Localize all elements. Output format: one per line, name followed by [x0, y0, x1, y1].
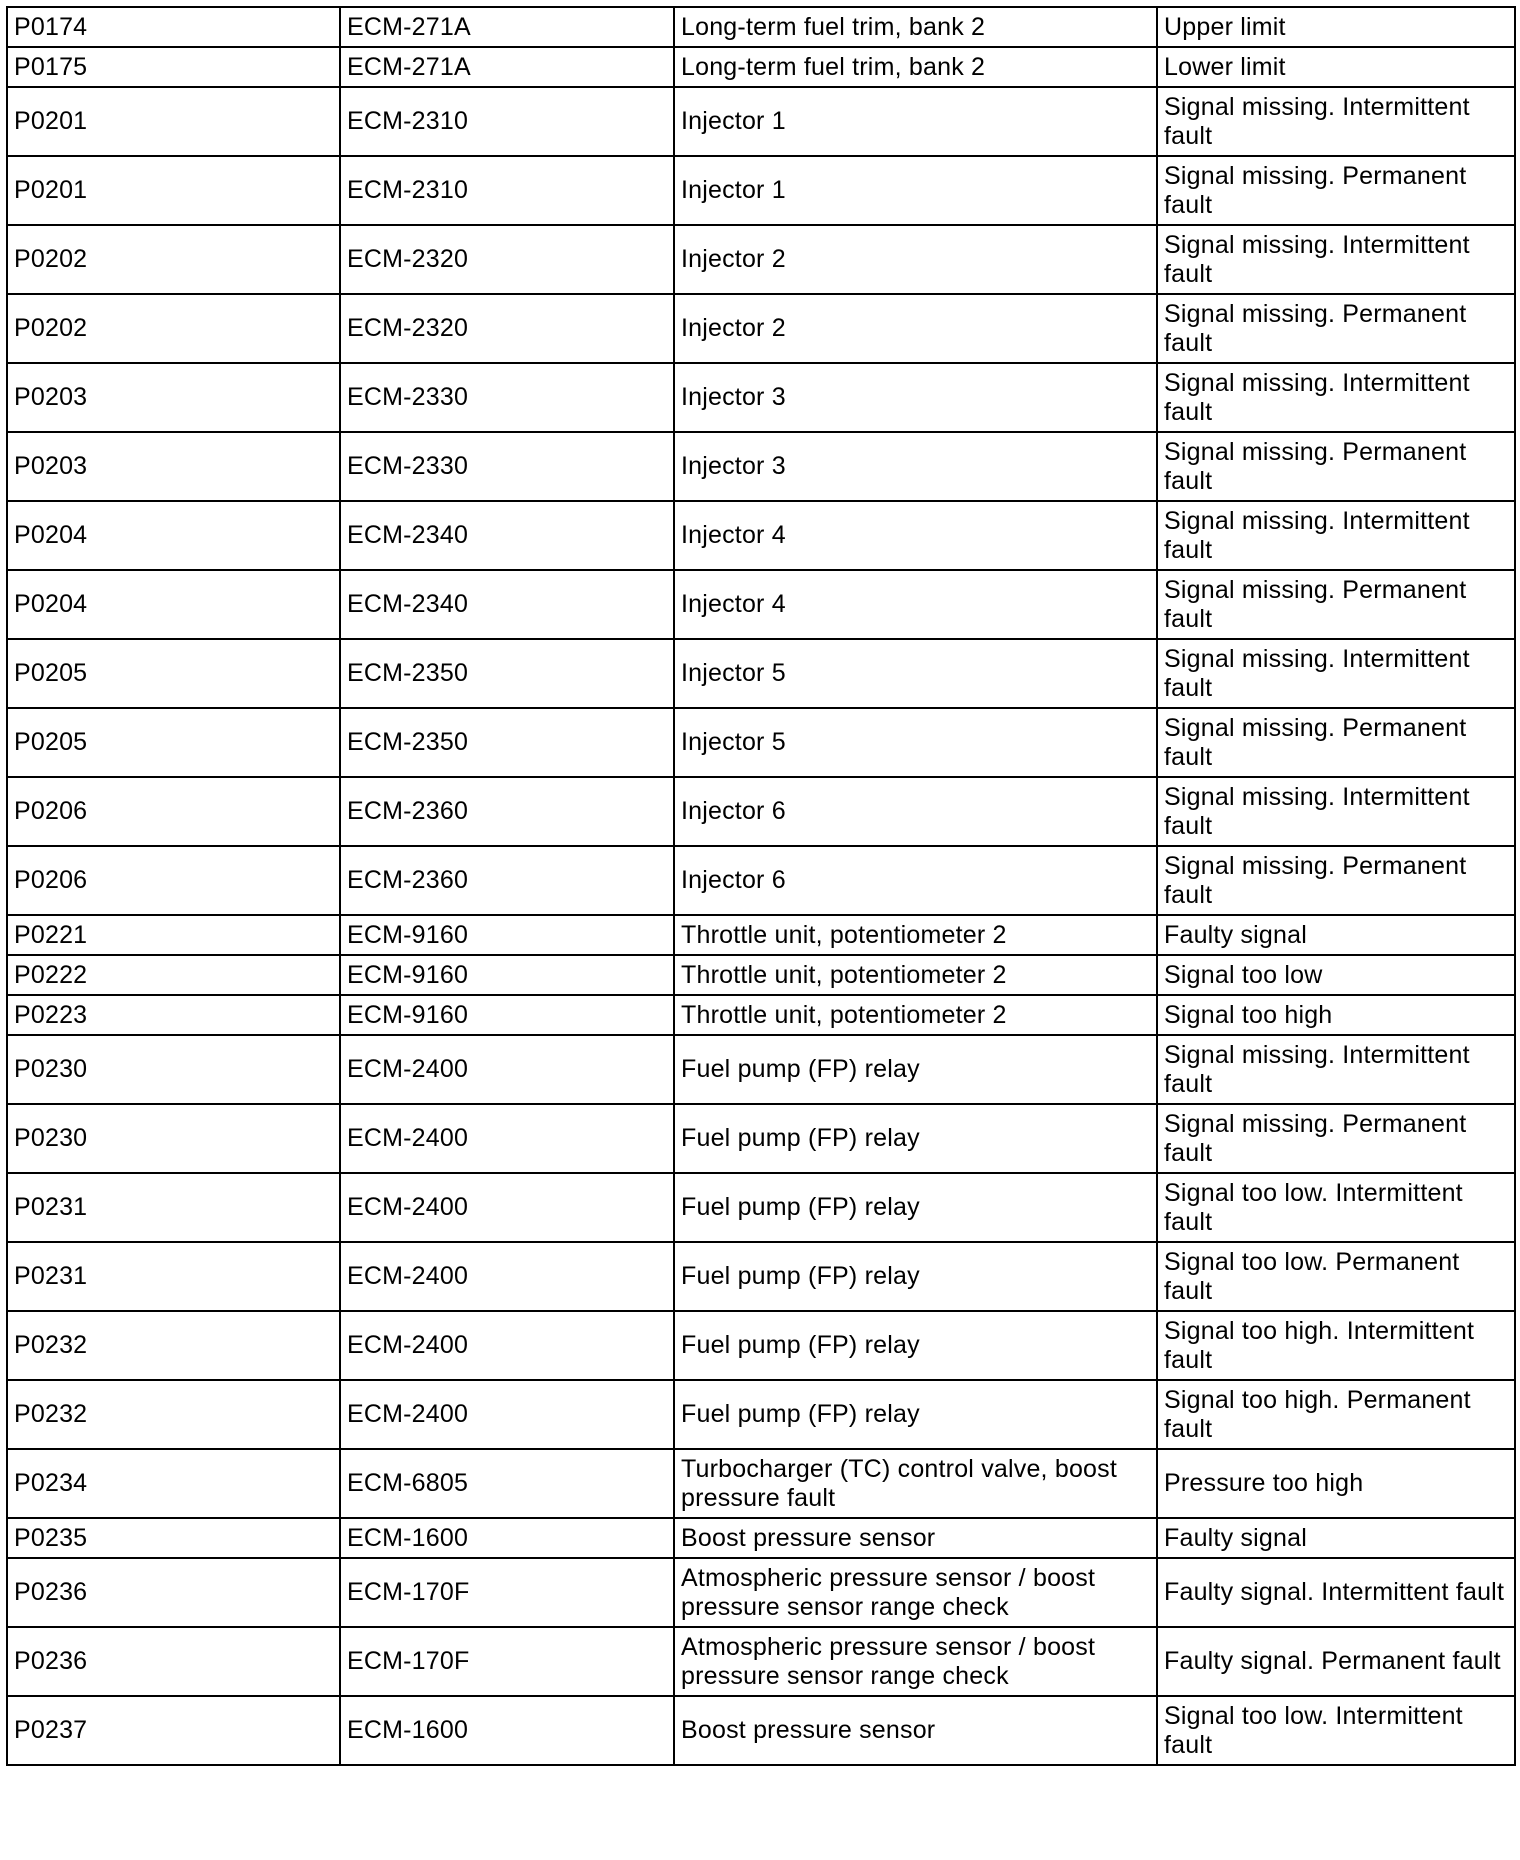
fault-status-cell: Signal too low. Intermittent fault: [1157, 1173, 1515, 1242]
ecm-id-cell: ECM-170F: [340, 1558, 674, 1627]
fault-status-cell: Signal too high. Permanent fault: [1157, 1380, 1515, 1449]
ecm-id-cell: ECM-2400: [340, 1311, 674, 1380]
fault-status-cell: Signal missing. Permanent fault: [1157, 1104, 1515, 1173]
component-cell: Injector 2: [674, 225, 1157, 294]
table-row: [7, 7, 1515, 47]
component-cell: Injector 4: [674, 501, 1157, 570]
dtc-code-cell: P0205: [7, 639, 340, 708]
component-cell: Injector 6: [674, 846, 1157, 915]
ecm-id-cell: ECM-2400: [340, 1035, 674, 1104]
component-cell: Injector 1: [674, 87, 1157, 156]
table-row: [7, 1242, 1515, 1311]
fault-status-cell: Faulty signal: [1157, 1518, 1515, 1558]
dtc-code-cell: P0236: [7, 1558, 340, 1627]
component-cell: Throttle unit, potentiometer 2: [674, 915, 1157, 955]
ecm-id-cell: ECM-1600: [340, 1518, 674, 1558]
dtc-code-cell: P0222: [7, 955, 340, 995]
component-cell: Long-term fuel trim, bank 2: [674, 47, 1157, 87]
fault-status-cell: Faulty signal. Intermittent fault: [1157, 1558, 1515, 1627]
component-cell: Injector 3: [674, 363, 1157, 432]
dtc-code-cell: P0231: [7, 1242, 340, 1311]
dtc-code-cell: P0201: [7, 87, 340, 156]
fault-status-cell: Signal missing. Intermittent fault: [1157, 777, 1515, 846]
component-cell: Fuel pump (FP) relay: [674, 1173, 1157, 1242]
component-cell: Atmospheric pressure sensor / boost pressure sensor range check: [674, 1558, 1157, 1627]
ecm-id-cell: ECM-2350: [340, 639, 674, 708]
ecm-id-cell: ECM-2360: [340, 777, 674, 846]
ecm-id-cell: ECM-2360: [340, 846, 674, 915]
component-cell: Injector 1: [674, 156, 1157, 225]
ecm-id-cell: ECM-2330: [340, 432, 674, 501]
ecm-id-cell: ECM-2330: [340, 363, 674, 432]
dtc-code-cell: P0237: [7, 1696, 340, 1765]
component-cell: Turbocharger (TC) control valve, boost pressure fault: [674, 1449, 1157, 1518]
dtc-code-cell: P0206: [7, 777, 340, 846]
table-row: [7, 501, 1515, 570]
dtc-code-cell: P0236: [7, 1627, 340, 1696]
fault-status-cell: Faulty signal. Permanent fault: [1157, 1627, 1515, 1696]
table-row: [7, 47, 1515, 87]
component-cell: Fuel pump (FP) relay: [674, 1311, 1157, 1380]
table-body: [7, 7, 1515, 1765]
fault-status-cell: Signal missing. Permanent fault: [1157, 708, 1515, 777]
table-row: [7, 225, 1515, 294]
dtc-code-cell: P0231: [7, 1173, 340, 1242]
table-row: [7, 1518, 1515, 1558]
dtc-code-cell: P0204: [7, 570, 340, 639]
dtc-code-cell: P0206: [7, 846, 340, 915]
ecm-id-cell: ECM-1600: [340, 1696, 674, 1765]
ecm-id-cell: ECM-6805: [340, 1449, 674, 1518]
component-cell: Atmospheric pressure sensor / boost pressure sensor range check: [674, 1627, 1157, 1696]
component-cell: Boost pressure sensor: [674, 1696, 1157, 1765]
table-row: [7, 1311, 1515, 1380]
table-row: [7, 1173, 1515, 1242]
dtc-code-cell: P0232: [7, 1380, 340, 1449]
table-row: [7, 1696, 1515, 1765]
fault-status-cell: Signal too high: [1157, 995, 1515, 1035]
component-cell: Injector 5: [674, 639, 1157, 708]
table-row: [7, 570, 1515, 639]
table-row: [7, 846, 1515, 915]
table-row: [7, 432, 1515, 501]
table-row: [7, 915, 1515, 955]
table-row: [7, 955, 1515, 995]
table-row: [7, 363, 1515, 432]
fault-status-cell: Signal too low: [1157, 955, 1515, 995]
ecm-id-cell: ECM-271A: [340, 47, 674, 87]
ecm-id-cell: ECM-271A: [340, 7, 674, 47]
fault-status-cell: Signal too low. Permanent fault: [1157, 1242, 1515, 1311]
fault-status-cell: Signal missing. Permanent fault: [1157, 294, 1515, 363]
dtc-code-cell: P0201: [7, 156, 340, 225]
dtc-code-cell: P0205: [7, 708, 340, 777]
fault-status-cell: Signal missing. Intermittent fault: [1157, 363, 1515, 432]
fault-status-cell: Lower limit: [1157, 47, 1515, 87]
table-row: [7, 995, 1515, 1035]
fault-status-cell: Signal missing. Permanent fault: [1157, 846, 1515, 915]
diagnostic-trouble-code-table: [6, 6, 1516, 1766]
ecm-id-cell: ECM-9160: [340, 915, 674, 955]
table-row: [7, 1104, 1515, 1173]
ecm-id-cell: ECM-2320: [340, 225, 674, 294]
component-cell: Injector 4: [674, 570, 1157, 639]
ecm-id-cell: ECM-2400: [340, 1104, 674, 1173]
dtc-code-cell: P0230: [7, 1035, 340, 1104]
dtc-code-cell: P0204: [7, 501, 340, 570]
dtc-code-cell: P0230: [7, 1104, 340, 1173]
table-row: [7, 294, 1515, 363]
ecm-id-cell: ECM-2350: [340, 708, 674, 777]
dtc-code-cell: P0234: [7, 1449, 340, 1518]
fault-status-cell: Signal missing. Permanent fault: [1157, 570, 1515, 639]
table-row: [7, 1035, 1515, 1104]
fault-status-cell: Signal missing. Intermittent fault: [1157, 225, 1515, 294]
ecm-id-cell: ECM-2320: [340, 294, 674, 363]
fault-status-cell: Signal missing. Intermittent fault: [1157, 1035, 1515, 1104]
component-cell: Fuel pump (FP) relay: [674, 1035, 1157, 1104]
table-row: [7, 1627, 1515, 1696]
table-row: [7, 639, 1515, 708]
ecm-id-cell: ECM-2340: [340, 501, 674, 570]
fault-status-cell: Signal missing. Permanent fault: [1157, 432, 1515, 501]
table-row: [7, 708, 1515, 777]
component-cell: Fuel pump (FP) relay: [674, 1242, 1157, 1311]
dtc-code-cell: P0232: [7, 1311, 340, 1380]
ecm-id-cell: ECM-9160: [340, 995, 674, 1035]
ecm-id-cell: ECM-2340: [340, 570, 674, 639]
dtc-code-cell: P0202: [7, 225, 340, 294]
table-row: [7, 1380, 1515, 1449]
component-cell: Injector 6: [674, 777, 1157, 846]
ecm-id-cell: ECM-2400: [340, 1242, 674, 1311]
table-row: [7, 156, 1515, 225]
fault-status-cell: Signal too high. Intermittent fault: [1157, 1311, 1515, 1380]
dtc-code-cell: P0221: [7, 915, 340, 955]
component-cell: Throttle unit, potentiometer 2: [674, 995, 1157, 1035]
ecm-id-cell: ECM-2400: [340, 1380, 674, 1449]
component-cell: Injector 3: [674, 432, 1157, 501]
fault-status-cell: Signal missing. Intermittent fault: [1157, 501, 1515, 570]
dtc-code-cell: P0203: [7, 432, 340, 501]
fault-status-cell: Signal too low. Intermittent fault: [1157, 1696, 1515, 1765]
component-cell: Boost pressure sensor: [674, 1518, 1157, 1558]
table-row: [7, 1558, 1515, 1627]
component-cell: Long-term fuel trim, bank 2: [674, 7, 1157, 47]
component-cell: Fuel pump (FP) relay: [674, 1104, 1157, 1173]
ecm-id-cell: ECM-2310: [340, 87, 674, 156]
component-cell: Injector 2: [674, 294, 1157, 363]
fault-status-cell: Faulty signal: [1157, 915, 1515, 955]
ecm-id-cell: ECM-2400: [340, 1173, 674, 1242]
table-row: [7, 777, 1515, 846]
fault-status-cell: Signal missing. Permanent fault: [1157, 156, 1515, 225]
table-row: [7, 1449, 1515, 1518]
dtc-code-cell: P0235: [7, 1518, 340, 1558]
component-cell: Throttle unit, potentiometer 2: [674, 955, 1157, 995]
fault-status-cell: Upper limit: [1157, 7, 1515, 47]
component-cell: Injector 5: [674, 708, 1157, 777]
dtc-code-cell: P0202: [7, 294, 340, 363]
dtc-code-cell: P0174: [7, 7, 340, 47]
table-row: [7, 87, 1515, 156]
ecm-id-cell: ECM-9160: [340, 955, 674, 995]
fault-status-cell: Pressure too high: [1157, 1449, 1515, 1518]
fault-status-cell: Signal missing. Intermittent fault: [1157, 87, 1515, 156]
ecm-id-cell: ECM-2310: [340, 156, 674, 225]
component-cell: Fuel pump (FP) relay: [674, 1380, 1157, 1449]
fault-status-cell: Signal missing. Intermittent fault: [1157, 639, 1515, 708]
dtc-code-cell: P0223: [7, 995, 340, 1035]
dtc-code-cell: P0203: [7, 363, 340, 432]
ecm-id-cell: ECM-170F: [340, 1627, 674, 1696]
dtc-code-cell: P0175: [7, 47, 340, 87]
